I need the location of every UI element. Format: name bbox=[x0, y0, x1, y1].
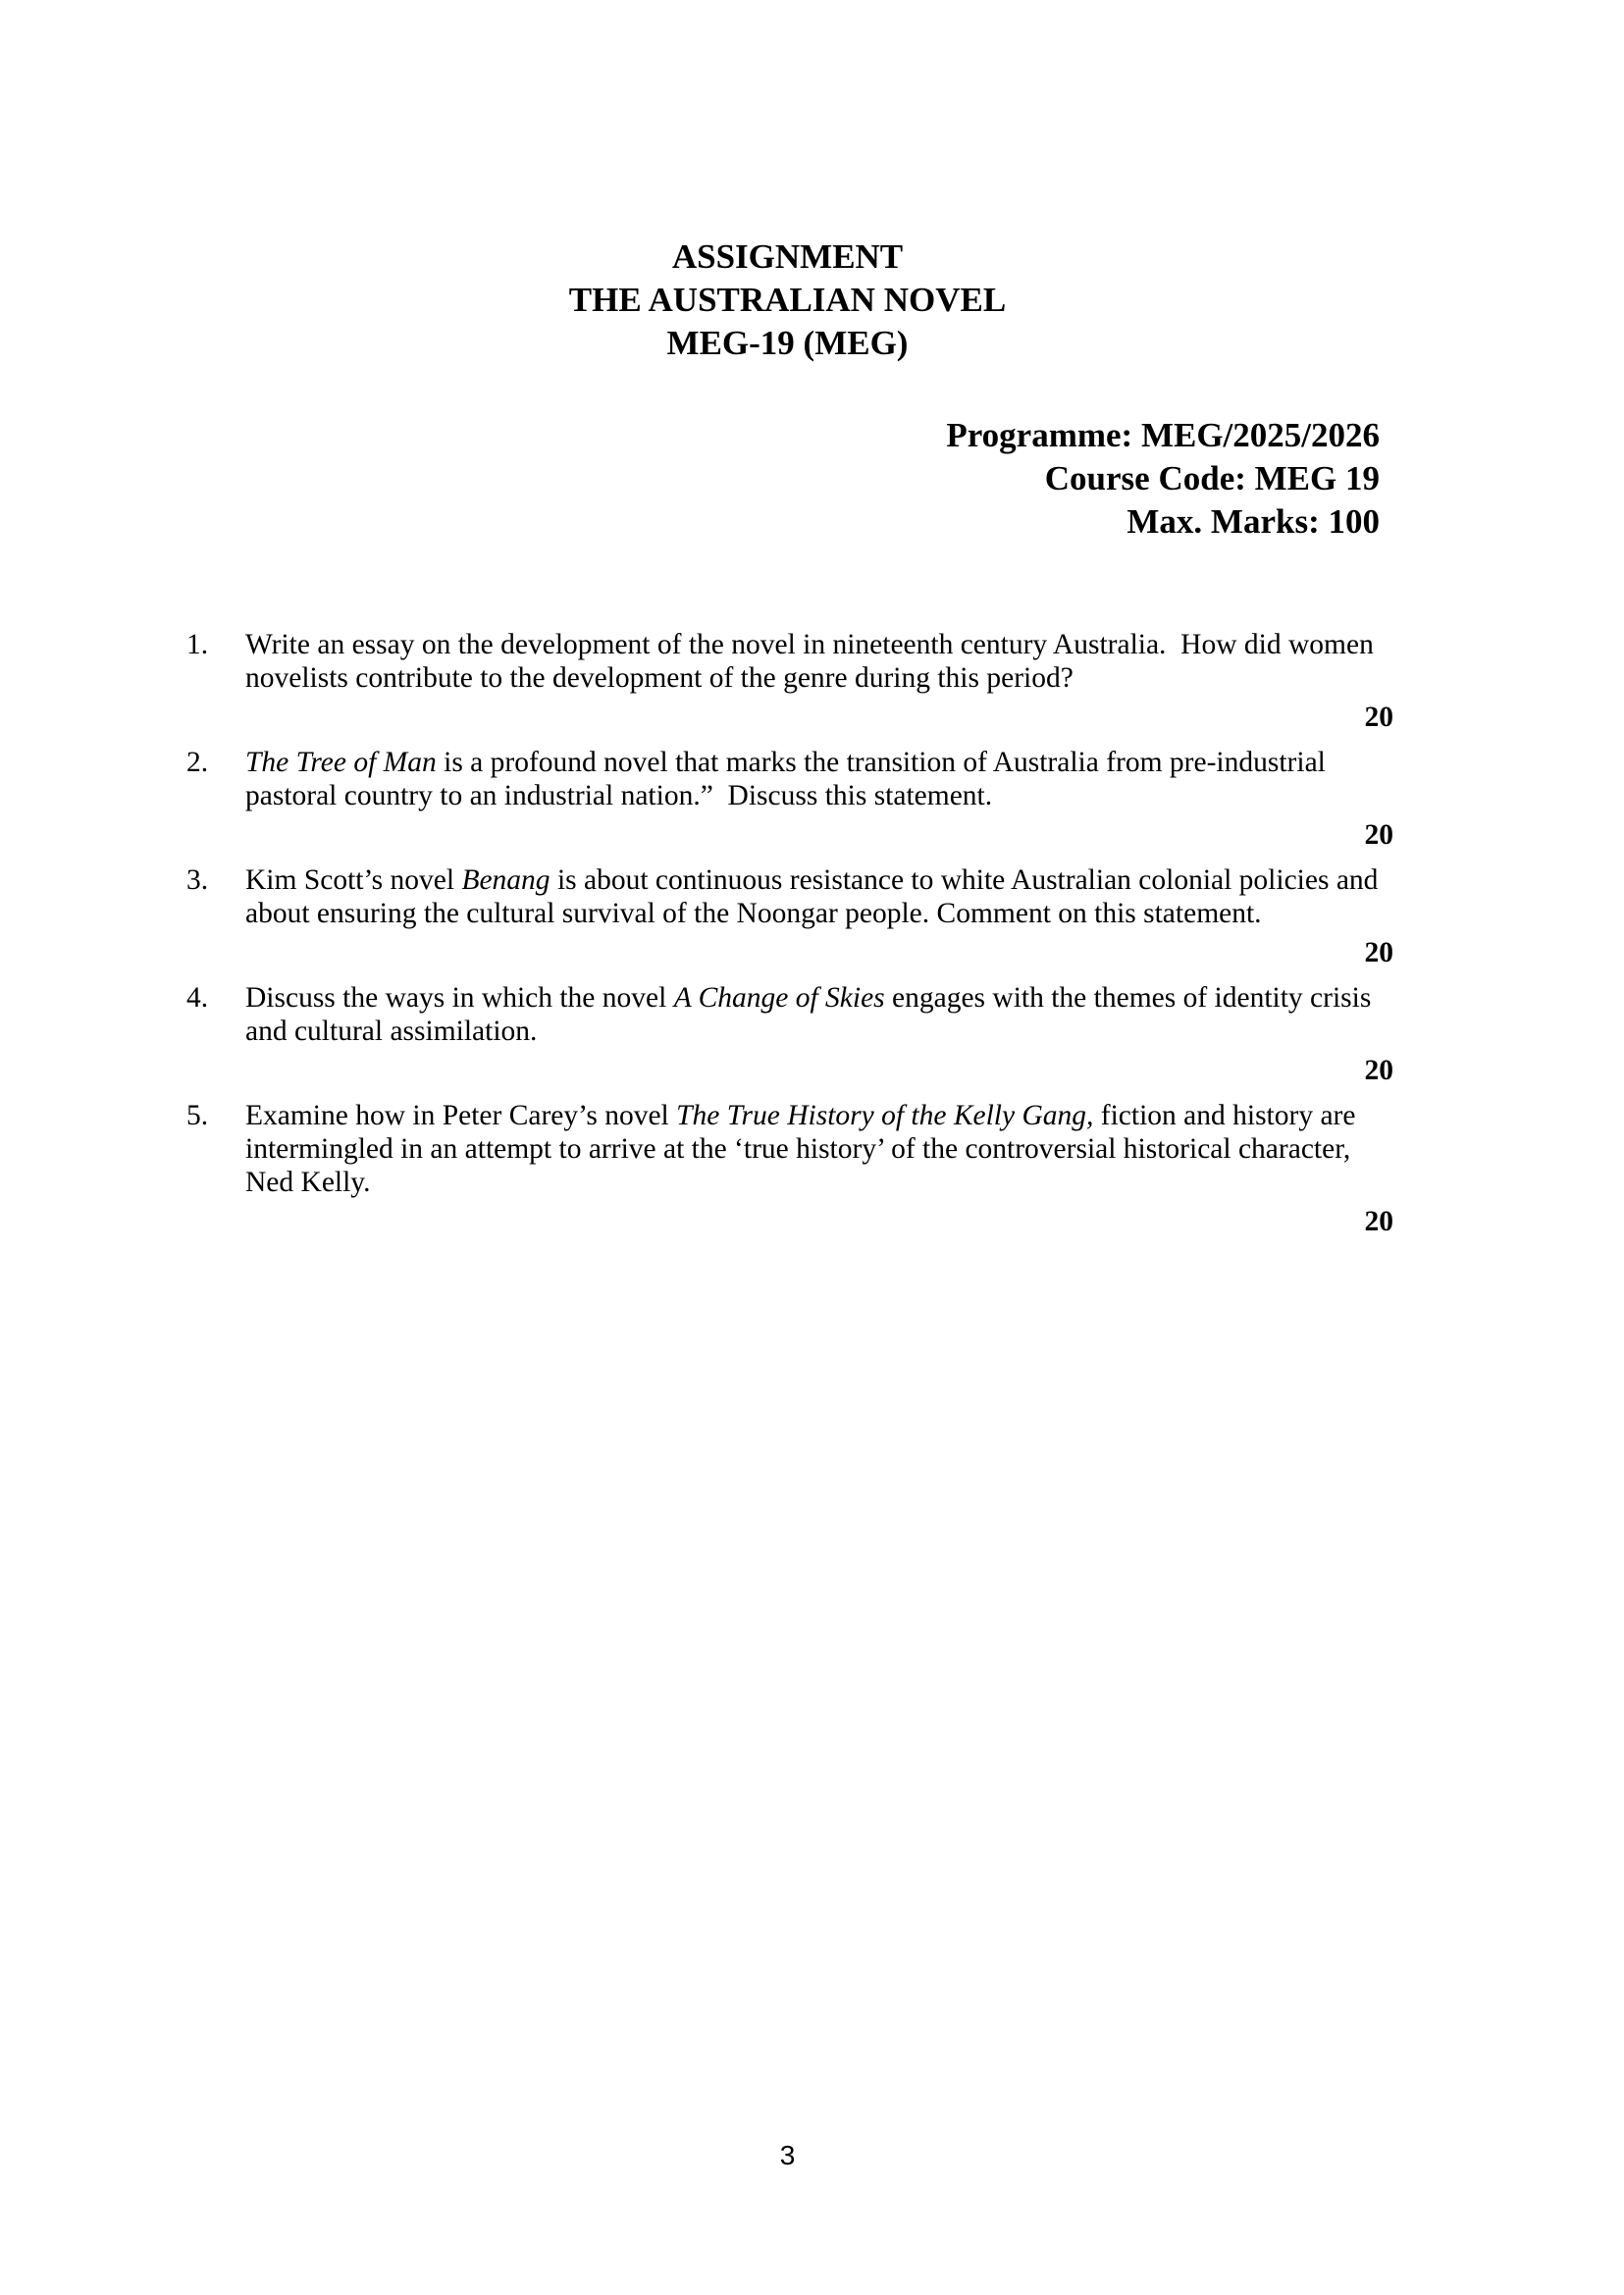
question-item bbox=[182, 863, 1393, 969]
book-title-italic: A Change of Skies bbox=[673, 982, 885, 1014]
question-item bbox=[182, 981, 1393, 1087]
title-line-course-code: MEG-19 (MEG) bbox=[666, 324, 909, 362]
question-item bbox=[182, 1099, 1393, 1238]
question-number: 4. bbox=[186, 982, 209, 1014]
question-item bbox=[182, 628, 1393, 734]
question-text bbox=[245, 628, 1393, 695]
book-title-italic: Benang bbox=[461, 864, 550, 896]
question-row bbox=[182, 1099, 1393, 1199]
title-line-course-name: THE AUSTRALIAN NOVEL bbox=[568, 281, 1007, 319]
document-content bbox=[182, 0, 1393, 1250]
book-title-italic: The Tree of Man bbox=[245, 747, 437, 778]
course-code-line: Course Code: MEG 19 bbox=[1044, 459, 1380, 497]
question-text-segment: Write an essay on the development of the novel in nineteenth century Australia. How did women novelists contribute to the development of the genre during this period? bbox=[245, 629, 1374, 694]
programme-line: Programme: MEG/2025/2026 bbox=[946, 416, 1380, 454]
question-row bbox=[182, 628, 1393, 695]
question-text-segment: fiction and history are intermingled in an attempt to arrive at the ‘true history’ of the controversial historical character, Ned Kelly. bbox=[245, 1100, 1356, 1198]
question-text-segment: Discuss the ways in which the novel bbox=[245, 982, 674, 1014]
question-number: 2. bbox=[186, 747, 209, 778]
question-item bbox=[182, 746, 1393, 852]
question-number: 5. bbox=[186, 1100, 209, 1131]
question-row bbox=[182, 746, 1393, 812]
title-line-assignment: ASSIGNMENT bbox=[671, 237, 904, 276]
question-marks: 20 bbox=[1364, 702, 1393, 733]
question-marks: 20 bbox=[1364, 819, 1393, 851]
course-info-block bbox=[182, 414, 1393, 544]
question-text bbox=[245, 1099, 1393, 1199]
question-text-segment: Kim Scott’s novel bbox=[245, 864, 462, 896]
book-title-italic: The True History of the Kelly Gang, bbox=[676, 1100, 1094, 1131]
question-text-segment: engages with the themes of identity crisis and cultural assimilation. bbox=[245, 982, 1372, 1047]
max-marks-line: Max. Marks: 100 bbox=[1126, 502, 1380, 541]
question-number: 3. bbox=[186, 864, 209, 896]
assignment-title-block bbox=[182, 235, 1393, 365]
question-row bbox=[182, 863, 1393, 930]
question-text bbox=[245, 863, 1393, 930]
question-marks: 20 bbox=[1364, 937, 1393, 968]
question-text bbox=[245, 746, 1393, 812]
question-text bbox=[245, 981, 1393, 1048]
question-list bbox=[182, 628, 1393, 1238]
question-text-segment: Examine how in Peter Carey’s novel bbox=[245, 1100, 677, 1131]
question-number: 1. bbox=[186, 629, 209, 660]
question-marks: 20 bbox=[1364, 1206, 1393, 1237]
question-text-segment: is a profound novel that marks the transition of Australia from pre-industrial pastoral country to an industrial nation.” Discuss this statement. bbox=[245, 747, 1326, 811]
question-text-segment: is about continuous resistance to white Australian colonial policies and about ensuring the cultural survival of the Noongar people. Comment on this statement. bbox=[245, 864, 1379, 929]
question-marks: 20 bbox=[1364, 1055, 1393, 1086]
page-number: 3 bbox=[779, 2140, 796, 2170]
question-row bbox=[182, 981, 1393, 1048]
